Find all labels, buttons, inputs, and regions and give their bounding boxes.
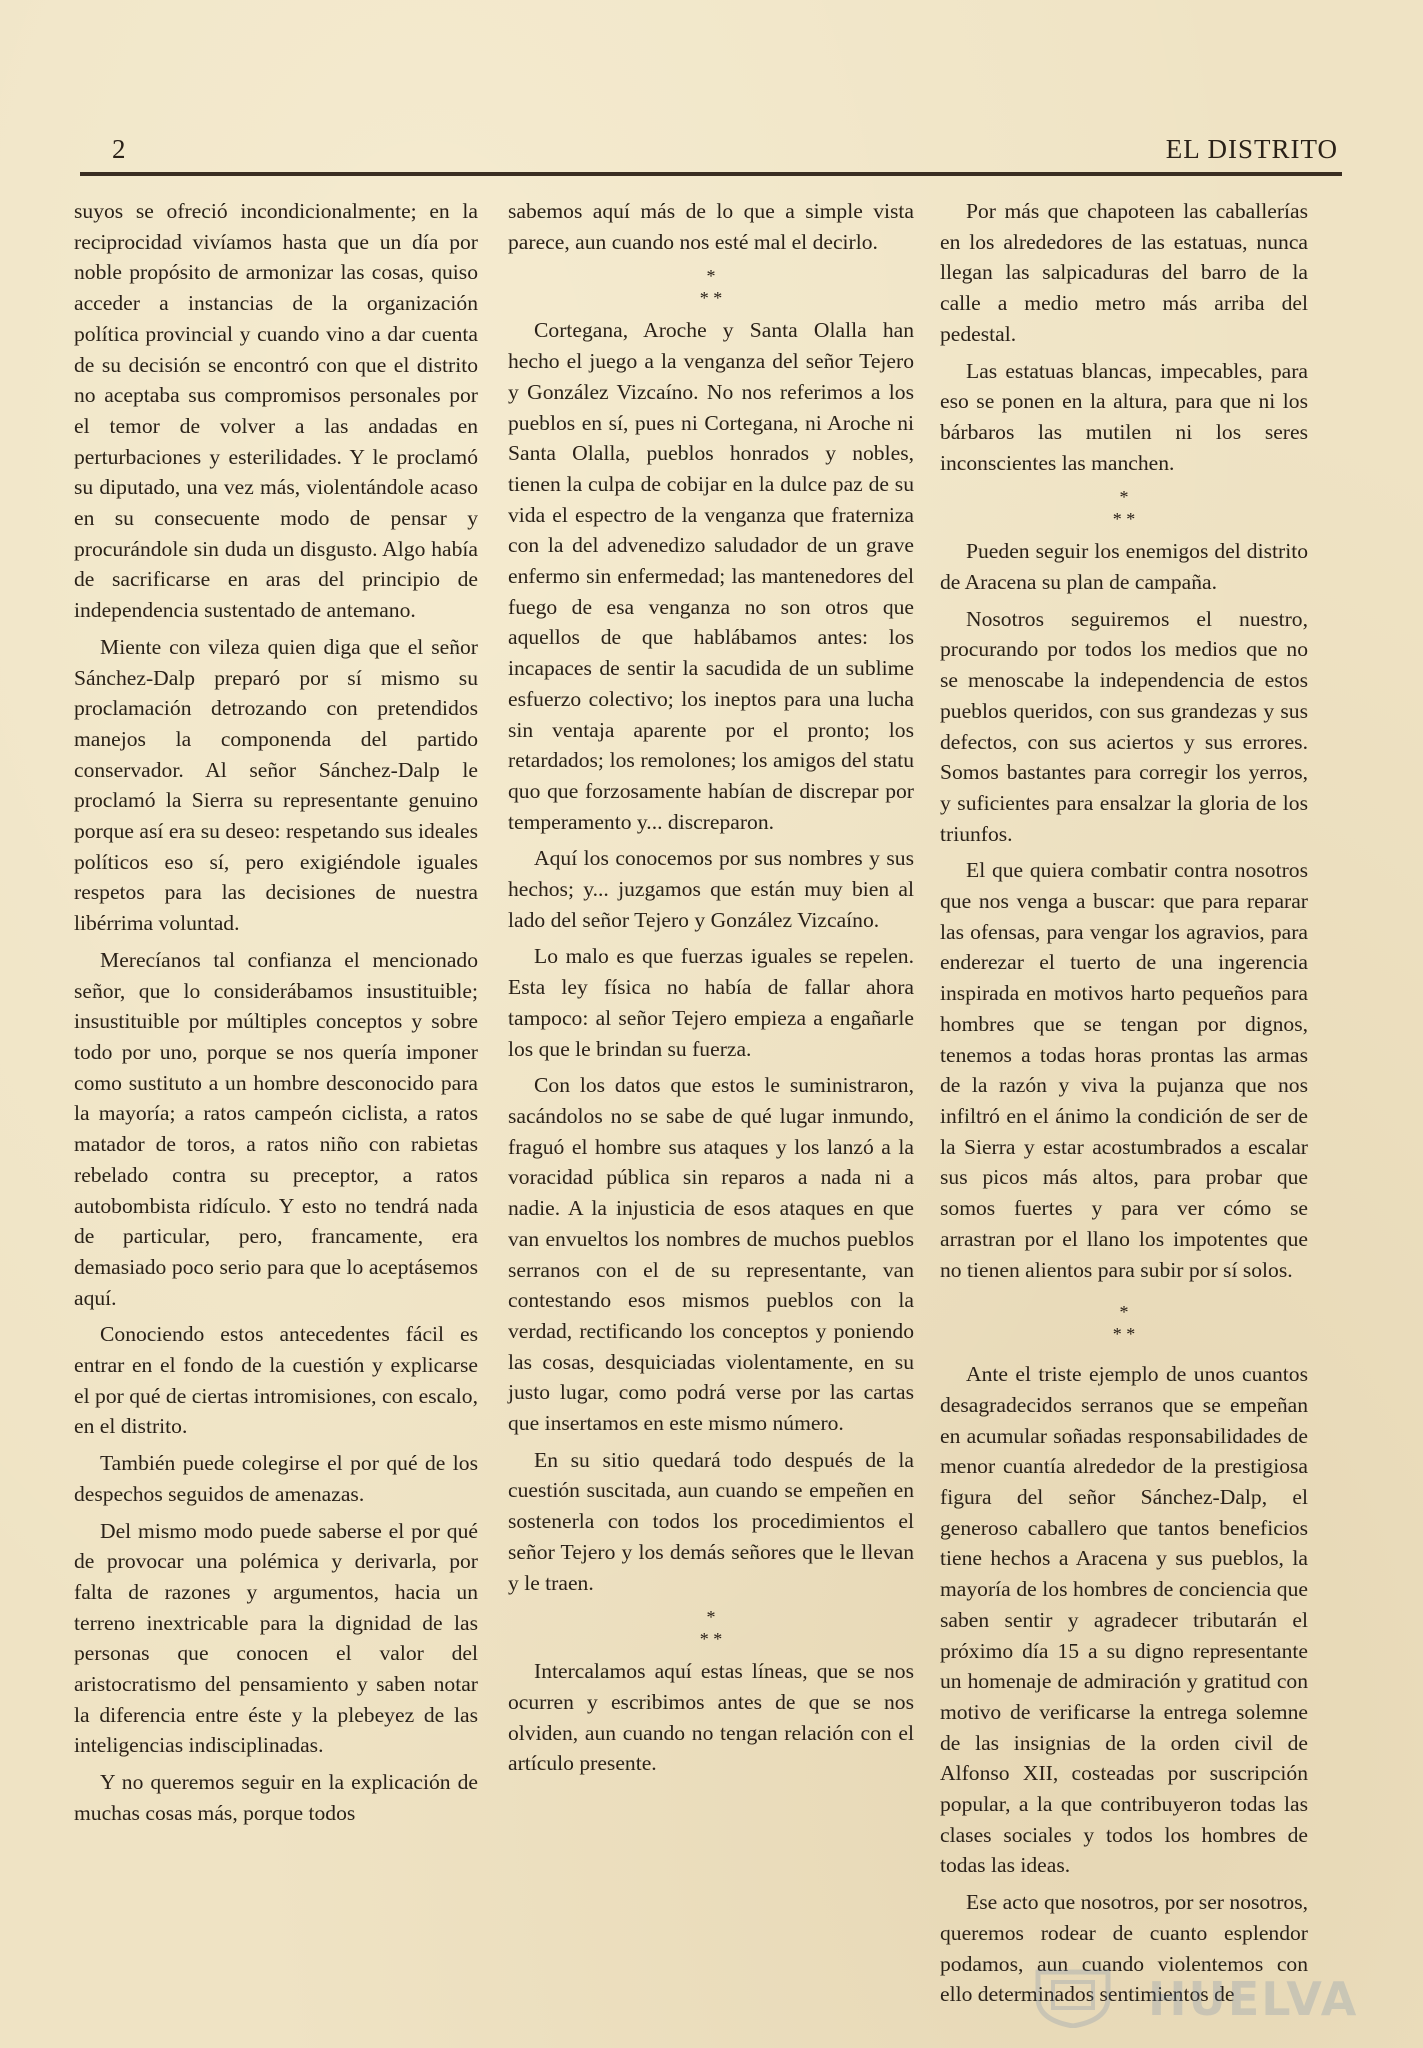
paragraph: Del mismo modo puede saberse el por qué de provocar una polémica y derivarla, por falta de razones y argumentos, hacia un terreno inextricable para la dignidad de las personas que conocen el valor del aristocratismo del pensamiento y saben notar la diferencia entre éste y la plebeyez de las inteligencias indisciplinadas. — [74, 1518, 478, 1758]
paragraph: Ese acto que nosotros, por ser nosotros, queremos rodear de cuanto esplendor podamos, aun cuando violentemos con ello determinados sentimientos de — [940, 1890, 1308, 2007]
paragraph: Y no queremos seguir en la explicación de muchas cosas más, porque todos — [74, 1770, 478, 1825]
paragraph: También puede colegirse el por qué de los despechos seguidos de amenazas. — [74, 1451, 478, 1506]
paragraph: Cortegana, Aroche y Santa Olalla han hecho el juego a la venganza del señor Tejero y González Vizcaíno. No nos referimos a los pueblos en sí, pues ni Cortegana, ni Aroche ni Santa Olalla, pueblos honrados y nobles, tienen la culpa de cobijar en la dulce paz de su vida el espectro de la venganza que fraterniza con la del advenedizo saludador de un grave enfermo sin enfermedad; las mantenedores del fuego de esa venganza no son otros que aquellos de que hablábamos antes: los incapaces de sentir la sacudida de un sublime esfuerzo colectivo; los ineptos para una lucha sin ventaja aparente por el pronto; los retardados; los remolones; los amigos del statu quo que forzosamente habían de discrepar por temperamento y... discreparon. — [508, 318, 914, 834]
paragraph: Merecíanos tal confianza el mencionado señor, que lo considerábamos insustituible; insustituible por múltiples conceptos y sobre todo por uno, porque se nos quería imponer como sustituto a un hombre desconocido para la mayoría; a ratos campeón ciclista, a ratos matador de toros, a ratos niño con rabietas rebelado contra su preceptor, a ratos autobombista ridículo. Y esto no tendrá nada de particular, pero, francamente, era demasiado poco serio para que lo aceptásemos aquí. — [74, 947, 478, 1310]
column-1 — [74, 196, 478, 1829]
watermark-text: HUELVA — [1148, 1972, 1359, 2026]
asterism-separator: * * * — [699, 1607, 723, 1650]
column-3 — [940, 196, 1308, 2010]
paragraph: Miente con vileza quien diga que el señor Sánchez-Dalp preparó por sí mismo su proclamación detrozando con pretendidos manejos la componenda del partido conservador. Al señor Sánchez-Dalp le proclamó la Sierra su representante genuino porque así era su deseo: respetando sus ideales políticos eso sí, pero exigiéndole iguales respetos para las decisiones de nuestra libérrima voluntad. — [74, 634, 478, 936]
header-rule — [80, 172, 1342, 176]
paragraph: Nosotros seguiremos el nuestro, procurando por todos los medios que no se menoscabe la independencia de estos pueblos queridos, con sus grandezas y sus defectos, con sus aciertos y sus errores. Somos bastantes para corregir los yerros, y suficientes para ensalzar la gloria de los triunfos. — [940, 606, 1308, 846]
paragraph: sabemos aquí más de lo que a simple vista parece, aun cuando nos esté mal el decirlo. — [508, 199, 914, 254]
asterism-separator: * * * — [1112, 487, 1136, 530]
paragraph: Por más que chapoteen las caballerías en los alrededores de las estatuas, nunca llegan las salpicaduras del barro de la calle a medio metro más arriba del pedestal. — [940, 199, 1308, 346]
newspaper-title: EL DISTRITO — [1165, 134, 1338, 164]
paragraph: Las estatuas blancas, impecables, para eso se ponen en la altura, para que ni los bárbaros las mutilen ni los seres inconscientes las manchen. — [940, 358, 1308, 475]
column-2 — [508, 196, 914, 1779]
coat-of-arms-icon — [1018, 1968, 1128, 2028]
paragraph: Intercalamos aquí estas líneas, que se nos ocurren y escribimos antes de que se nos olviden, aun cuando no tengan relación con el artículo presente. — [508, 1659, 914, 1776]
archive-watermark — [1018, 1968, 1359, 2028]
paragraph: Aquí los conocemos por sus nombres y sus hechos; y... juzgamos que están muy bien al lado del señor Tejero y González Vizcaíno. — [508, 846, 914, 932]
asterism-separator: * * * — [699, 266, 723, 309]
page-number: 2 — [112, 134, 126, 164]
paragraph: En su sitio quedará todo después de la cuestión suscitada, aun cuando se empeñen en sostenerla con todos los procedimientos el señor Tejero y los demás señores que le llevan y le traen. — [508, 1447, 914, 1595]
paragraph: Ante el triste ejemplo de unos cuantos desagradecidos serranos que se empeñan en acumular soñadas responsabilidades de menor cuantía alrededor de la prestigiosa figura del señor Sánchez-Dalp, el generoso caballero que tantos beneficios tiene hechos a Aracena y sus pueblos, la mayoría de los hombres de conciencia que saben sentir y agradecer tributarán el próximo día 15 a su digno representante un homenaje de admiración y gratitud con motivo de verificarse la entrega solemne de las insignias de la orden civil de Alfonso XII, costeadas por suscripción popular, a la que contribuyeron todas las clases sociales y todos los hombres de todas las ideas. — [940, 1362, 1308, 1878]
paragraph: Pueden seguir los enemigos del distrito de Aracena su plan de campaña. — [940, 539, 1308, 595]
page-header — [80, 134, 1338, 174]
paragraph: Con los datos que estos le suministraron, sacándolos no se sabe de qué lugar inmundo, fraguó el hombre sus ataques y los lanzó a la voracidad pública sin reparos a nada ni a nadie. A la injusticia de esos ataques en que van envueltos los nombres de muchos pueblos serranos con el de su representante, van contestando esos mismos pueblos con la verdad, rectificando los conceptos y poniendo las cosas, desquiciadas violentamente, en su justo lugar, como podrá verse por las cartas que insertamos en este mismo número. — [508, 1073, 914, 1436]
asterism-separator: * * * — [1112, 1302, 1136, 1345]
paragraph: Lo malo es que fuerzas iguales se repelen. Esta ley física no había de fallar ahora tampoco: al señor Tejero empieza a engañarle los que le brindan su fuerza. — [508, 944, 914, 1061]
paragraph: Conociendo estos antecedentes fácil es entrar en el fondo de la cuestión y explicarse el por qué de ciertas intromisiones, con escalo, en el distrito. — [74, 1322, 478, 1439]
paragraph: suyos se ofreció incondicionalmente; en la reciprocidad vivíamos hasta que un día por noble propósito de armonizar las cosas, quiso acceder a instancias de la organización política provincial y cuando vino a dar cuenta de su decisión se encontró con que el distrito no aceptaba sus compromisos personales por el temor de volver a las andadas en perturbaciones y esterilidades. Y le proclamó su diputado, una vez más, violentándole acaso en su consecuente modo de pensar y procurándole sin duda un disgusto. Algo había de sacrificarse en aras del principio de independencia sustentado de antemano. — [74, 199, 478, 623]
paragraph: El que quiera combatir contra nosotros que nos venga a buscar: que para reparar las ofensas, para vengar los agravios, para enderezar el tuerto de una ingerencia inspirada en motivos harto pequeños para hombres que se tengan por dignos, tenemos a todas horas prontas las armas de la razón y viva la pujanza que nos infiltró en el ánimo la condición de ser de la Sierra y estar acostumbrados a escalar sus picos más altos, para probar que somos fuertes y para ver cómo se arrastran por el llano los impotentes que no tienen alientos para subir por sí solos. — [940, 858, 1308, 1282]
